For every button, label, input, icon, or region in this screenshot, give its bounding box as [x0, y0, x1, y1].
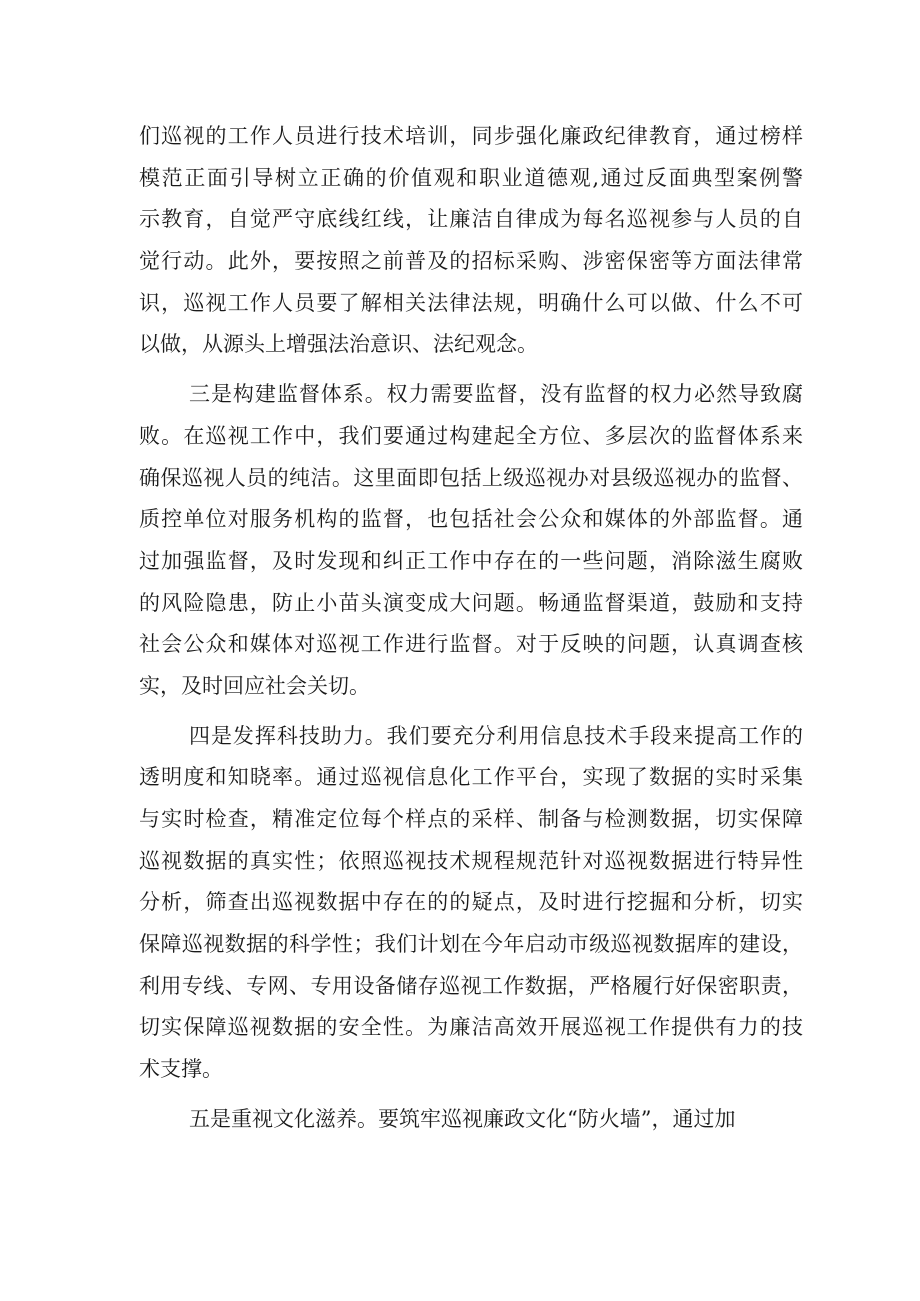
text-line: 社会公众和媒体对巡视工作进行监督。对于反映的问题，认真调查核: [139, 632, 803, 657]
text-line: 模范正面引导树立正确的价值观和职业道德观,通过反面典型案例警: [139, 165, 803, 190]
text-line: 质控单位对服务机构的监督，也包括社会公众和媒体的外部监督。通: [139, 507, 803, 532]
text-line: 实，及时回应社会关切。: [139, 673, 370, 698]
paragraph-4: [139, 1099, 803, 1141]
text-line: 巡视数据的真实性；依照巡视技术规程规范针对巡视数据进行特异性: [139, 848, 803, 873]
text-line: 保障巡视数据的科学性；我们计划在今年启动市级巡视数据库的建设，: [139, 932, 803, 957]
text-line: 切实保障巡视数据的安全性。为廉洁高效开展巡视工作提供有力的技: [139, 1015, 803, 1040]
text-line: 分析，筛查出巡视数据中存在的的疑点，及时进行挖掘和分析，切实: [139, 890, 803, 915]
text-line: 们巡视的工作人员进行技术培训，同步强化廉政纪律教育，通过榜样: [139, 124, 803, 148]
text-line: 觉行动。此外，要按照之前普及的招标采购、涉密保密等方面法律常: [139, 249, 803, 274]
text-line: 五是重视文化滋养。要筑牢巡视廉政文化“防火墙”，通过加: [189, 1106, 736, 1131]
text-line: 四是发挥科技助力。我们要充分利用信息技术手段来提高工作的: [189, 723, 803, 748]
paragraph-1: [139, 116, 803, 366]
document-body: [139, 116, 803, 1141]
text-line: 败。在巡视工作中，我们要通过构建起全方位、多层次的监督体系来: [139, 423, 803, 448]
text-line: 与实时检查，精准定位每个样点的采样、制备与检测数据，切实保障: [139, 807, 803, 831]
text-line: 利用专线、专网、专用设备储存巡视工作数据，严格履行好保密职责，: [139, 973, 803, 998]
text-line: 识，巡视工作人员要了解相关法律法规，明确什么可以做、什么不可: [139, 290, 803, 315]
text-line: 以做，从源头上增强法治意识、法纪观念。: [139, 332, 538, 357]
text-line: 示教育，自觉严守底线红线，让廉洁自律成为每名巡视参与人员的自: [139, 207, 803, 232]
text-line: 术支撑。: [139, 1057, 223, 1082]
text-line: 确保巡视人员的纯洁。这里面即包括上级巡视办对县级巡视办的监督、: [139, 465, 803, 490]
text-line: 过加强监督，及时发现和纠正工作中存在的一些问题，消除滋生腐败: [139, 548, 803, 573]
paragraph-2: [139, 374, 803, 708]
text-line: 透明度和知晓率。通过巡视信息化工作平台，实现了数据的实时采集: [139, 765, 803, 790]
paragraph-3: [139, 716, 803, 1091]
text-line: 的风险隐患，防止小苗头演变成大问题。畅通监督渠道，鼓励和支持: [139, 590, 803, 615]
text-line: 三是构建监督体系。权力需要监督，没有监督的权力必然导致腐: [189, 382, 803, 407]
